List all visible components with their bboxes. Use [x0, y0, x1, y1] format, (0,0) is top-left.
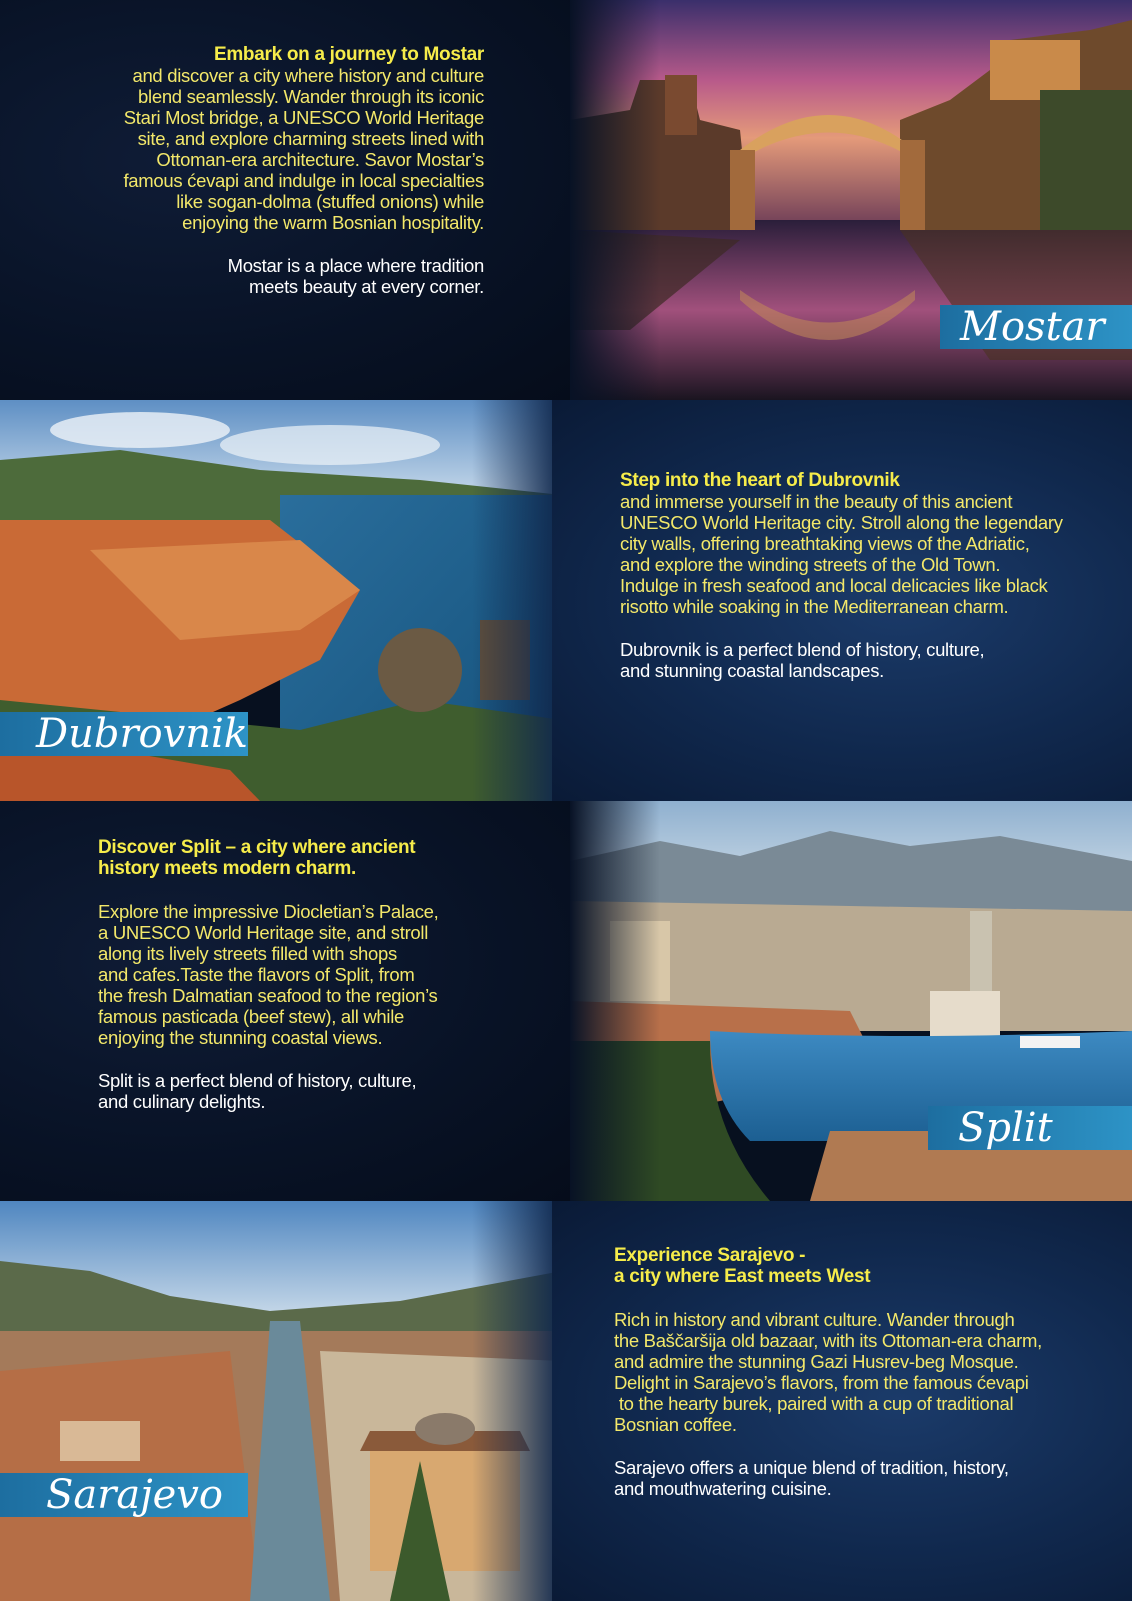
dubrovnik-body-line: and immerse yourself in the beauty of this ancient: [620, 491, 1013, 512]
split-body-line: famous pasticada (beef stew), all while: [98, 1006, 405, 1027]
mostar-section: [0, 0, 1132, 400]
mostar-closing-line: Mostar is a place where tradition: [227, 255, 484, 276]
dubrovnik-closing-line: and stunning coastal landscapes.: [620, 660, 884, 681]
mostar-body-line: blend seamlessly. Wander through its iconic: [138, 86, 484, 107]
split-body-line: enjoying the stunning coastal views.: [98, 1027, 383, 1048]
split-closing-line: Split is a perfect blend of history, culture,: [98, 1070, 417, 1091]
dubrovnik-text-panel: [552, 400, 1132, 801]
dubrovnik-section: [0, 400, 1132, 801]
mostar-body-line: Stari Most bridge, a UNESCO World Heritage: [123, 107, 484, 128]
mostar-body-line: enjoying the warm Bosnian hospitality.: [182, 212, 484, 233]
split-body-line: the fresh Dalmatian seafood to the region’s: [98, 985, 438, 1006]
split-city-tag: Split: [928, 1106, 1132, 1150]
split-body-line: a UNESCO World Heritage site, and stroll: [98, 922, 429, 943]
dubrovnik-closing-line: Dubrovnik is a perfect blend of history, culture,: [620, 639, 985, 660]
split-body-line: along its lively streets filled with shops: [98, 943, 397, 964]
mostar-headline: Embark on a journey to Mostar: [213, 44, 484, 65]
sarajevo-body-line: Rich in history and vibrant culture. Wander through: [614, 1309, 1015, 1330]
sarajevo-city-tag: Sarajevo: [0, 1473, 248, 1517]
split-closing-line: and culinary delights.: [98, 1091, 266, 1112]
split-section: [0, 801, 1132, 1201]
sarajevo-headline-line: Experience Sarajevo -: [614, 1245, 806, 1266]
dubrovnik-headline: Step into the heart of Dubrovnik: [620, 470, 900, 491]
sarajevo-body-line: Delight in Sarajevo’s flavors, from the famous ćevapi: [614, 1372, 1029, 1393]
mostar-body-line: and discover a city where history and culture: [132, 65, 484, 86]
dubrovnik-body-line: city walls, offering breathtaking views of the Adriatic,: [620, 533, 1030, 554]
mostar-body-line: site, and explore charming streets lined with: [137, 128, 484, 149]
sarajevo-body-line: Bosnian coffee.: [614, 1414, 737, 1435]
split-body-line: Explore the impressive Diocletian’s Palace,: [98, 901, 439, 922]
mostar-body-line: Ottoman-era architecture. Savor Mostar’s: [156, 149, 484, 170]
sarajevo-body-line: and admire the stunning Gazi Husrev-beg Mosque.: [614, 1351, 1019, 1372]
sarajevo-body-line: the Baščaršija old bazaar, with its Ottoman-era charm,: [614, 1330, 1042, 1351]
sarajevo-headline-line: a city where East meets West: [614, 1266, 871, 1287]
split-text-panel: [0, 801, 580, 1201]
mostar-closing-line: meets beauty at every corner.: [248, 276, 484, 297]
dubrovnik-city-tag: Dubrovnik: [0, 712, 248, 756]
split-headline-line: Discover Split – a city where ancient: [98, 837, 416, 858]
sarajevo-text-panel: [552, 1201, 1132, 1601]
sarajevo-body-line: to the hearty burek, paired with a cup of traditional: [614, 1393, 1014, 1414]
dubrovnik-body-line: risotto while soaking in the Mediterranean charm.: [620, 596, 1009, 617]
dubrovnik-body-line: UNESCO World Heritage city. Stroll along the legendary: [620, 512, 1063, 533]
sarajevo-photo: [0, 1201, 562, 1601]
sarajevo-closing-line: and mouthwatering cuisine.: [614, 1478, 832, 1499]
mostar-body-line: like sogan-dolma (stuffed onions) while: [176, 191, 484, 212]
dubrovnik-body-line: Indulge in fresh seafood and local delicacies like black: [620, 575, 1048, 596]
split-headline-line: history meets modern charm.: [98, 858, 356, 879]
mostar-city-tag: Mostar: [940, 305, 1132, 349]
mostar-text-panel: [0, 0, 580, 400]
sarajevo-closing-line: Sarajevo offers a unique blend of tradition, history,: [614, 1457, 1009, 1478]
dubrovnik-body-line: and explore the winding streets of the Old Town.: [620, 554, 1001, 575]
sarajevo-section: [0, 1201, 1132, 1601]
mostar-body-line: famous ćevapi and indulge in local specialties: [123, 170, 484, 191]
split-body-line: and cafes.Taste the flavors of Split, from: [98, 964, 415, 985]
